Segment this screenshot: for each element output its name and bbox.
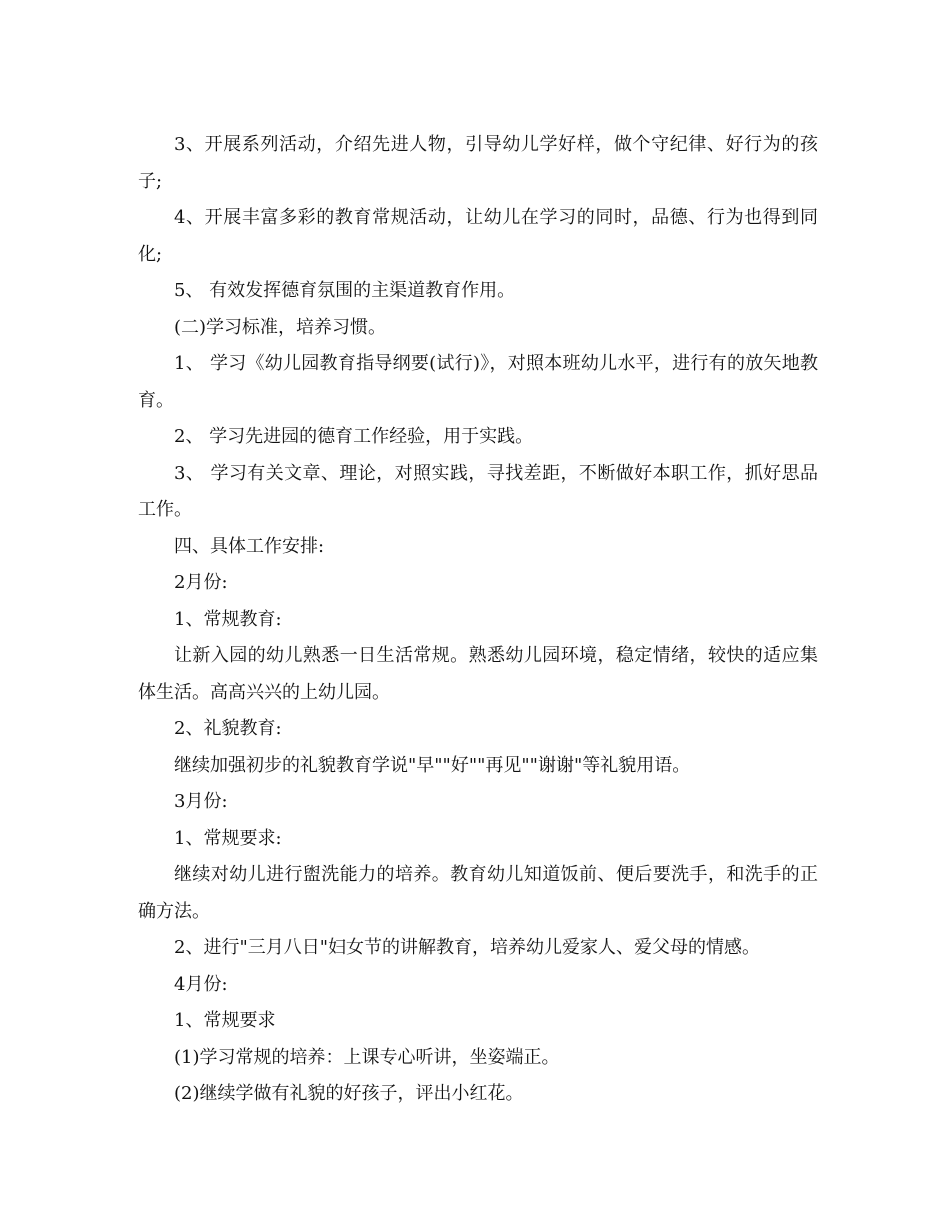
item-heading-routine-requirements-march: 1、常规要求: xyxy=(174,827,282,849)
item-heading-routine-education: 1、常规教育: xyxy=(174,608,282,630)
paragraph-washing-skills: 继续对幼儿进行盥洗能力的培养。教育幼儿知道饭前、便后要洗手，和洗手的正确方法。 xyxy=(138,864,818,922)
paragraph-learning-routine: (1)学习常规的培养：上课专心听讲，坐姿端正。 xyxy=(174,1046,560,1068)
paragraph-learning-2: 2、 学习先进园的德育工作经验，用于实践。 xyxy=(174,426,534,447)
paragraph-routine-education: 让新入园的幼儿熟悉一日生活常规。熟悉幼儿园环境，稳定情绪，较快的适应集体生活。高高兴兴的上幼儿园。 xyxy=(138,645,818,703)
item-heading-routine-requirements-april: 1、常规要求 xyxy=(174,1010,276,1031)
paragraph-polite-child: (2)继续学做有礼貌的好孩子，评出小红花。 xyxy=(174,1083,524,1104)
paragraph-womens-day: 2、进行"三月八日"妇女节的讲解教育，培养幼儿爱家人、爱父母的情感。 xyxy=(174,937,761,958)
paragraph-learning-1: 1、 学习《幼儿园教育指导纲要(试行)》，对照本班幼儿水平，进行有的放矢地教育。 xyxy=(138,353,818,411)
item-heading-courtesy-education: 2、礼貌教育: xyxy=(174,718,282,739)
paragraph-activities-4: 4、开展丰富多彩的教育常规活动，让幼儿在学习的同时，品德、行为也得到同化; xyxy=(138,207,818,265)
month-heading-april: 4月份: xyxy=(174,973,228,995)
section-heading-schedule: 四、具体工作安排: xyxy=(174,535,325,557)
month-heading-march: 3月份: xyxy=(174,791,228,812)
section-heading-learning: (二)学习标准，培养习惯。 xyxy=(174,316,387,338)
paragraph-learning-3: 3、 学习有关文章、理论，对照实践，寻找差距，不断做好本职工作，抓好思品工作。 xyxy=(138,462,818,520)
paragraph-activities-5: 5、 有效发挥德育氛围的主渠道教育作用。 xyxy=(174,280,516,301)
document-body xyxy=(138,127,818,1113)
month-heading-february: 2月份: xyxy=(174,572,228,593)
paragraph-courtesy-education: 继续加强初步的礼貌教育学说"早""好""再见""谢谢"等礼貌用语。 xyxy=(174,754,691,776)
paragraph-activities-3: 3、开展系列活动，介绍先进人物，引导幼儿学好样，做个守纪律、好行为的孩子; xyxy=(138,134,818,192)
